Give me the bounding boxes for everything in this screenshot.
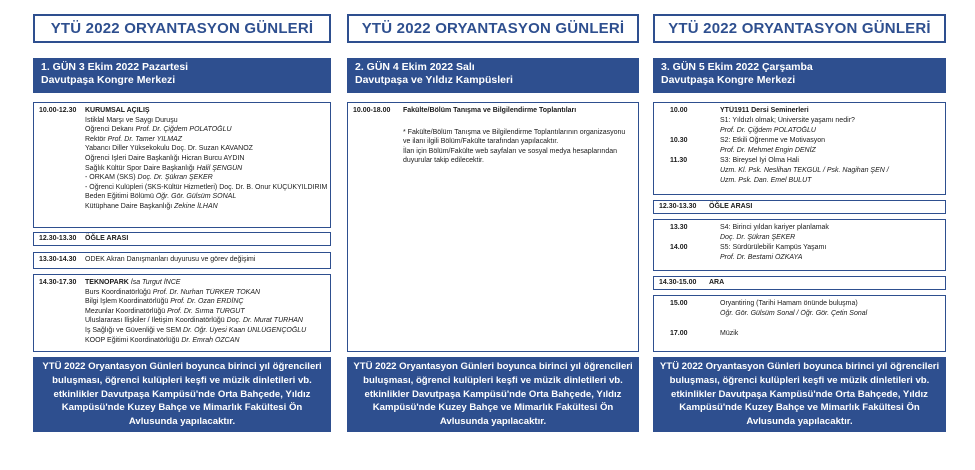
schedule-row xyxy=(654,233,945,243)
schedule-text: Uzm. Psk. Dan. Emel BULUT xyxy=(720,177,812,184)
schedule-row xyxy=(654,253,945,263)
session-time: 13.30-14.30 xyxy=(39,256,77,263)
day2-session-meetings xyxy=(347,102,639,352)
page-title: YTÜ 2022 ORYANTASYON GÜNLERİ xyxy=(347,14,639,43)
schedule-time xyxy=(654,319,720,329)
day3-session-lunch xyxy=(653,200,946,214)
day3-session-activities xyxy=(653,295,946,352)
speaker-row xyxy=(34,307,330,317)
session-time: 14.30-17.30 xyxy=(39,279,77,286)
speaker-row xyxy=(34,316,330,326)
speaker-role: Öğrenci Dekanı xyxy=(85,126,136,134)
speaker-role: Kütüphane Daire Başkanlığı xyxy=(85,202,175,210)
seminar-list xyxy=(654,223,945,263)
schedule-time xyxy=(654,309,720,319)
speaker-row xyxy=(34,173,330,183)
speaker-role: Beden Eğitimi Bölümü xyxy=(85,193,156,201)
speaker-role: KOOP Eğitimi Koordinatörlüğü xyxy=(85,336,182,344)
session-title: ÖĞLE ARASI xyxy=(709,203,753,210)
day1-session-odek xyxy=(33,252,331,269)
day1-session-teknopark xyxy=(33,274,331,352)
column-day-3 xyxy=(653,14,946,43)
speaker-role: Rektör xyxy=(85,135,108,143)
footer-note-1: YTÜ 2022 Oryantasyon Günleri boyunca birinci yıl öğrencileri buluşması, öğrenci kulüpleri keşfi ve müzik dinletileri vb. etkinlikler Davutpaşa Kampüsü'nde Orta Bahçede, Yıldız Kampüsü'nde Kuzey Bahçe ve Mimarlık Fakültesi Ön Avlusunda yapılacaktır. xyxy=(33,357,331,432)
day1-date: 1. GÜN 3 Ekim 2022 Pazartesi xyxy=(41,61,189,73)
schedule-time xyxy=(654,166,720,176)
session-time: 10.00-18.00 xyxy=(353,107,391,114)
schedule-text: Müzik xyxy=(720,330,739,337)
schedule-text: Uzm. Kl. Psk. Neslihan TEKGÜL / Psk. Nagihan ŞEN / xyxy=(720,167,889,174)
speaker-row xyxy=(34,336,330,346)
schedule-row xyxy=(654,136,945,146)
schedule-text: S3: Bireysel İyi Olma Hali xyxy=(720,157,799,164)
schedule-row xyxy=(654,116,945,126)
schedule-row xyxy=(654,166,945,176)
info-line: İlan için Bölüm/Fakülte web sayfaları ve sosyal medya hesaplarından xyxy=(403,147,617,155)
day2-date: 2. GÜN 4 Ekim 2022 Salı xyxy=(355,61,475,73)
schedule-row xyxy=(654,146,945,156)
info-line: ve ilanı ilgili Bölüm/Fakülte tarafından yapılacaktır. xyxy=(403,138,559,146)
schedule-time xyxy=(654,116,720,126)
speaker-row xyxy=(34,144,330,154)
session-title: TEKNOPARK xyxy=(85,279,131,286)
column-day-2 xyxy=(347,14,639,43)
schedule-text xyxy=(720,319,945,329)
footer-note-3: YTÜ 2022 Oryantasyon Günleri boyunca birinci yıl öğrencileri buluşması, öğrenci kulüpleri keşfi ve müzik dinletileri vb. etkinlikler Davutpaşa Kampüsü'nde Orta Bahçede, Yıldız Kampüsü'nde Kuzey Bahçe ve Mimarlık Fakültesi Ön Avlusunda yapılacaktır. xyxy=(653,357,946,432)
schedule-time: 11.30 xyxy=(670,157,688,164)
day2-venue: Davutpaşa ve Yıldız Kampüsleri xyxy=(355,74,513,86)
schedule-row xyxy=(654,223,945,233)
column-day-1 xyxy=(33,14,331,43)
speaker-name: Doç. Dr. Murat TURHAN xyxy=(226,317,303,325)
speaker-role: İstiklal Marşı ve Saygı Duruşu xyxy=(85,116,178,124)
schedule-text: Prof. Dr. Çiğdem POLATOĞLU xyxy=(720,127,816,134)
session-title: ÖĞLE ARASI xyxy=(85,235,129,242)
schedule-row xyxy=(654,299,945,309)
speaker-name: Prof. Dr. Çiğdem POLATOĞLU xyxy=(135,126,232,134)
speaker-name: Öğr. Gör. Gülsüm SONAL xyxy=(155,193,237,201)
footer-note-2: YTÜ 2022 Oryantasyon Günleri boyunca birinci yıl öğrencileri buluşması, öğrenci kulüpleri keşfi ve müzik dinletileri vb. etkinlikler Davutpaşa Kampüsü'nde Orta Bahçede, Yıldız Kampüsü'nde Kuzey Bahçe ve Mimarlık Fakültesi Ön Avlusunda yapılacaktır. xyxy=(347,357,639,432)
schedule-time: 17.00 xyxy=(670,330,688,337)
session-title: ODEK Akran Danışmanları duyurusu ve görev değişimi xyxy=(85,256,256,263)
speaker-role: Uluslararası İlişkiler / İletişim Koordinatörlüğü xyxy=(85,317,227,325)
schedule-row xyxy=(654,309,945,319)
speaker-role: Burs Koordinatörlüğü xyxy=(85,288,153,296)
schedule-time xyxy=(654,176,720,186)
activity-list xyxy=(654,299,945,339)
speaker-role: Yabancı Diller Yüksekokulu Doç. Dr. Suzan KAVANOZ xyxy=(85,145,253,153)
speaker-list xyxy=(34,288,330,346)
schedule-text: S4: Birinci yıldan kariyer planlamak xyxy=(720,224,829,231)
day2-header xyxy=(347,58,639,93)
day1-session-opening xyxy=(33,102,331,228)
day1-header xyxy=(33,58,331,93)
speaker-role: Bilgi İşlem Koordinatörlüğü xyxy=(85,298,171,306)
speaker-name: Zekine İLHAN xyxy=(174,202,218,210)
day1-session-lunch xyxy=(33,232,331,246)
page-title: YTÜ 2022 ORYANTASYON GÜNLERİ xyxy=(33,14,331,43)
session-time: 14.30-15.00 xyxy=(659,279,697,286)
speaker-name: Prof. Dr. Ozan ERDİNÇ xyxy=(170,298,244,306)
schedule-row xyxy=(654,329,945,339)
speaker-role: Mezunlar Koordinatörlüğü xyxy=(85,307,168,315)
session-time: 12.30-13.30 xyxy=(39,235,77,242)
schedule-time: 10.00 xyxy=(670,107,688,114)
session-speaker: İsa Turgut İNCE xyxy=(130,279,181,286)
speaker-role: - ÖRKAM (SKS) xyxy=(85,174,138,182)
speaker-role: İş Sağlığı ve Güvenliği ve SEM xyxy=(85,326,184,334)
session-title: Fakülte/Bölüm Tanışma ve Bilgilendirme Toplantıları xyxy=(403,107,577,114)
schedule-time xyxy=(654,146,720,156)
schedule-text: S2: Etkili Öğrenme ve Motivasyon xyxy=(720,137,826,144)
schedule-text: Oryantiring (Tarihi Hamam önünde buluşma) xyxy=(720,300,858,307)
schedule-row xyxy=(654,126,945,136)
speaker-name: Prof. Dr. Sırma TURGUT xyxy=(167,307,245,315)
speaker-row xyxy=(34,297,330,307)
speaker-role: - Öğrenci Kulüpleri (SKS-Kültür Hizmetleri) Doç. Dr. B. Onur KÜÇÜKYILDIRIM xyxy=(85,183,328,191)
session-title: ARA xyxy=(709,279,725,286)
schedule-time xyxy=(654,253,720,263)
speaker-row xyxy=(34,326,330,336)
info-line: duyurular takip edilecektir. xyxy=(403,157,484,165)
info-line: * Fakülte/Bölüm Tanışma ve Bilgilendirme Toplantılarının organizasyonu xyxy=(403,128,626,136)
schedule-time xyxy=(654,126,720,136)
schedule-row xyxy=(654,243,945,253)
schedule-row xyxy=(654,156,945,166)
session-time: 12.30-13.30 xyxy=(659,203,697,210)
speaker-row xyxy=(34,116,330,126)
session-title: KURUMSAL AÇILIŞ xyxy=(85,107,150,114)
day3-header xyxy=(653,58,946,93)
schedule-row xyxy=(654,319,945,329)
speaker-name: Dr. Emrah ÖZCAN xyxy=(181,336,240,344)
speaker-name: Halil ŞENGÜN xyxy=(196,164,243,172)
day3-session-afternoon xyxy=(653,219,946,271)
speaker-name: Doç. Dr. Şükran ŞEKER xyxy=(137,174,213,182)
speaker-row xyxy=(34,125,330,135)
day3-venue: Davutpaşa Kongre Merkezi xyxy=(661,74,796,86)
speaker-row xyxy=(34,164,330,174)
day1-venue: Davutpaşa Kongre Merkezi xyxy=(41,74,176,86)
schedule-text: Prof. Dr. Bestami ÖZKAYA xyxy=(720,254,803,261)
schedule-time: 10.30 xyxy=(670,137,688,144)
schedule-text: S1: Yıldızlı olmak; Üniversite yaşamı nedir? xyxy=(720,117,855,124)
schedule-text: YTÜ1911 Dersi Seminerleri xyxy=(720,107,809,114)
schedule-row xyxy=(654,106,945,116)
speaker-row xyxy=(34,183,330,193)
seminar-list xyxy=(654,106,945,186)
day3-session-break xyxy=(653,276,946,290)
speaker-name: Prof. Dr. Tamer YILMAZ xyxy=(107,135,182,143)
schedule-time xyxy=(654,233,720,243)
speaker-row xyxy=(34,202,330,212)
speaker-row xyxy=(34,135,330,145)
speaker-list xyxy=(34,116,330,212)
day3-session-seminars xyxy=(653,102,946,195)
speaker-row xyxy=(34,288,330,298)
schedule-row xyxy=(654,176,945,186)
schedule-text: Öğr. Gör. Gülsüm Sonal / Öğr. Gör. Çetin Sonal xyxy=(720,310,868,317)
speaker-name: Dr. Öğr. Üyesi Kaan ÜNLÜGENÇOĞLU xyxy=(183,326,307,334)
speaker-role: Sağlık Kültür Spor Daire Başkanlığı xyxy=(85,164,197,172)
day3-date: 3. GÜN 5 Ekim 2022 Çarşamba xyxy=(661,61,813,73)
schedule-text: S5: Sürdürülebilir Kampüs Yaşamı xyxy=(720,244,827,251)
speaker-row xyxy=(34,154,330,164)
speaker-role: Öğrenci İşleri Daire Başkanlığı Hicran Burcu AYDIN xyxy=(85,154,245,162)
schedule-text: Doç. Dr. Şükran ŞEKER xyxy=(720,234,796,241)
schedule-time: 14.00 xyxy=(670,244,688,251)
schedule-text: Prof. Dr. Mehmet Engin DENİZ xyxy=(720,147,816,154)
session-time: 10.00-12.30 xyxy=(39,107,77,114)
speaker-name: Prof. Dr. Nurhan TÜRKER TOKAN xyxy=(152,288,261,296)
schedule-time: 15.00 xyxy=(670,300,688,307)
schedule-time: 13.30 xyxy=(670,224,688,231)
page-title: YTÜ 2022 ORYANTASYON GÜNLERİ xyxy=(653,14,946,43)
speaker-row xyxy=(34,192,330,202)
